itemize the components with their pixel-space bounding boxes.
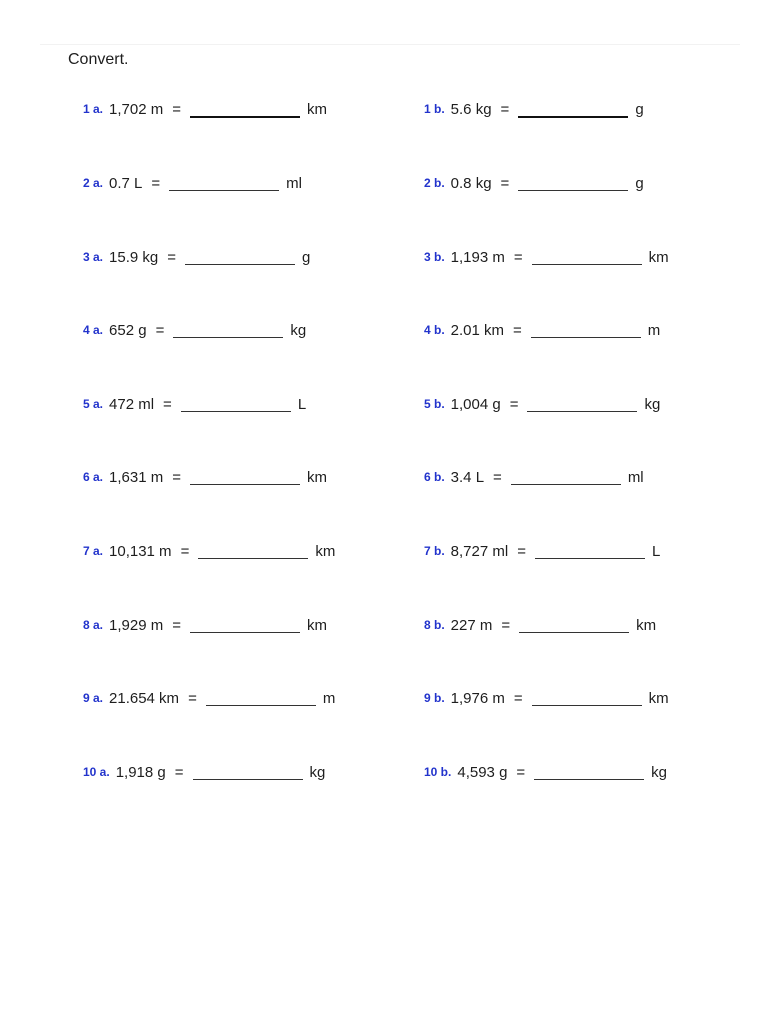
problem-number: 1 a.: [83, 102, 104, 116]
problem-number: 8 b.: [424, 618, 445, 632]
answer-blank[interactable]: [532, 249, 642, 265]
problem-row: [0, 97, 768, 121]
given-quantity: 1,929 m: [109, 616, 164, 634]
problem-2a: [83, 171, 302, 195]
equals-sign: =: [188, 689, 197, 707]
given-quantity: 652 g: [109, 321, 147, 339]
target-unit: L: [651, 542, 661, 560]
problem-9a: [83, 686, 335, 710]
problem-row: [0, 465, 768, 489]
equals-sign: =: [163, 395, 172, 413]
equals-sign: =: [174, 763, 184, 781]
answer-blank[interactable]: [534, 764, 644, 780]
answer-blank[interactable]: [527, 396, 637, 412]
given-quantity: 1,004 g: [450, 395, 501, 413]
problem-number: 5 a.: [83, 397, 104, 411]
equals-sign: =: [151, 174, 161, 192]
target-unit: km: [636, 616, 657, 634]
problem-6b: [424, 465, 644, 489]
given-quantity: 21.654 km: [109, 689, 180, 707]
equals-sign: =: [155, 321, 165, 339]
problem-number: 6 b.: [424, 470, 445, 484]
target-unit: km: [306, 616, 327, 634]
target-unit: km: [648, 689, 669, 707]
answer-blank[interactable]: [206, 690, 316, 706]
equals-sign: =: [501, 616, 511, 634]
problem-row: [0, 171, 768, 195]
given-quantity: 10,131 m: [109, 542, 172, 560]
equals-sign: =: [167, 248, 176, 266]
given-quantity: 227 m: [450, 616, 493, 634]
given-quantity: 5.6 kg: [450, 100, 492, 118]
answer-blank[interactable]: [169, 175, 279, 191]
target-unit: km: [306, 468, 327, 486]
answer-blank[interactable]: [190, 469, 300, 485]
answer-blank[interactable]: [532, 690, 642, 706]
target-unit: g: [635, 174, 644, 192]
problem-3b: [424, 245, 669, 269]
problem-8a: [83, 613, 327, 637]
equals-sign: =: [180, 542, 190, 560]
problem-8b: [424, 613, 656, 637]
problem-number: 1 b.: [424, 102, 445, 116]
given-quantity: 0.7 L: [109, 174, 143, 192]
target-unit: m: [322, 689, 336, 707]
problem-number: 2 b.: [424, 176, 445, 190]
answer-blank[interactable]: [193, 764, 303, 780]
problem-2b: [424, 171, 644, 195]
answer-blank[interactable]: [519, 617, 629, 633]
problem-number: 5 b.: [424, 397, 445, 411]
answer-blank[interactable]: [181, 396, 291, 412]
problem-4a: [83, 318, 306, 342]
answer-blank[interactable]: [518, 101, 628, 118]
given-quantity: 1,976 m: [450, 689, 505, 707]
problem-row: [0, 613, 768, 637]
problem-row: [0, 686, 768, 710]
given-quantity: 8,727 ml: [450, 542, 509, 560]
target-unit: m: [647, 321, 661, 339]
problem-number: 3 b.: [424, 250, 445, 264]
target-unit: kg: [651, 763, 668, 781]
problem-10a: [83, 760, 325, 784]
equals-sign: =: [513, 248, 523, 266]
answer-blank[interactable]: [511, 469, 621, 485]
given-quantity: 1,193 m: [450, 248, 505, 266]
problem-row: [0, 245, 768, 269]
problem-4b: [424, 318, 660, 342]
answer-blank[interactable]: [173, 322, 283, 338]
equals-sign: =: [172, 100, 181, 118]
target-unit: km: [306, 100, 327, 118]
given-quantity: 15.9 kg: [109, 248, 159, 266]
equals-sign: =: [500, 100, 510, 118]
answer-blank[interactable]: [190, 101, 300, 118]
equals-sign: =: [493, 468, 502, 486]
equals-sign: =: [172, 616, 181, 634]
given-quantity: 1,918 g: [115, 763, 166, 781]
problem-number: 7 b.: [424, 544, 445, 558]
problem-number: 10 a.: [83, 765, 110, 779]
problem-10b: [424, 760, 667, 784]
problem-number: 2 a.: [83, 176, 104, 190]
answer-blank[interactable]: [198, 543, 308, 559]
target-unit: km: [648, 248, 669, 266]
problem-number: 4 a.: [83, 323, 104, 337]
problem-number: 8 a.: [83, 618, 104, 632]
problem-row: [0, 760, 768, 784]
problem-number: 10 b.: [424, 765, 452, 779]
problem-5a: [83, 392, 306, 416]
problem-number: 7 a.: [83, 544, 104, 558]
problem-number: 4 b.: [424, 323, 445, 337]
target-unit: L: [297, 395, 307, 413]
given-quantity: 472 ml: [109, 395, 155, 413]
equals-sign: =: [509, 395, 519, 413]
given-quantity: 0.8 kg: [450, 174, 492, 192]
problem-6a: [83, 465, 327, 489]
answer-blank[interactable]: [518, 175, 628, 191]
equals-sign: =: [172, 468, 181, 486]
target-unit: kg: [644, 395, 661, 413]
problem-5b: [424, 392, 660, 416]
problem-row: [0, 318, 768, 342]
target-unit: ml: [286, 174, 302, 192]
answer-blank[interactable]: [535, 543, 645, 559]
answer-blank[interactable]: [190, 617, 300, 633]
answer-blank[interactable]: [531, 322, 641, 338]
target-unit: g: [302, 248, 311, 266]
equals-sign: =: [500, 174, 510, 192]
given-quantity: 1,702 m: [109, 100, 164, 118]
problem-row: [0, 539, 768, 563]
given-quantity: 3.4 L: [450, 468, 485, 486]
problem-7a: [83, 539, 335, 563]
top-rule: [40, 44, 740, 45]
target-unit: kg: [309, 763, 326, 781]
given-quantity: 1,631 m: [109, 468, 164, 486]
equals-sign: =: [517, 542, 526, 560]
problem-1a: [83, 97, 327, 121]
problem-number: 9 b.: [424, 691, 445, 705]
problem-number: 6 a.: [83, 470, 104, 484]
problem-3a: [83, 245, 310, 269]
problem-number: 3 a.: [83, 250, 104, 264]
problem-7b: [424, 539, 660, 563]
worksheet-title: Convert.: [68, 51, 129, 68]
target-unit: kg: [290, 321, 307, 339]
answer-blank[interactable]: [185, 249, 295, 265]
problem-9b: [424, 686, 669, 710]
problem-number: 9 a.: [83, 691, 104, 705]
problem-1b: [424, 97, 644, 121]
target-unit: ml: [627, 468, 644, 486]
target-unit: g: [635, 100, 644, 118]
equals-sign: =: [513, 321, 522, 339]
equals-sign: =: [516, 763, 526, 781]
given-quantity: 4,593 g: [457, 763, 508, 781]
given-quantity: 2.01 km: [450, 321, 505, 339]
equals-sign: =: [513, 689, 523, 707]
problem-row: [0, 392, 768, 416]
target-unit: km: [315, 542, 336, 560]
